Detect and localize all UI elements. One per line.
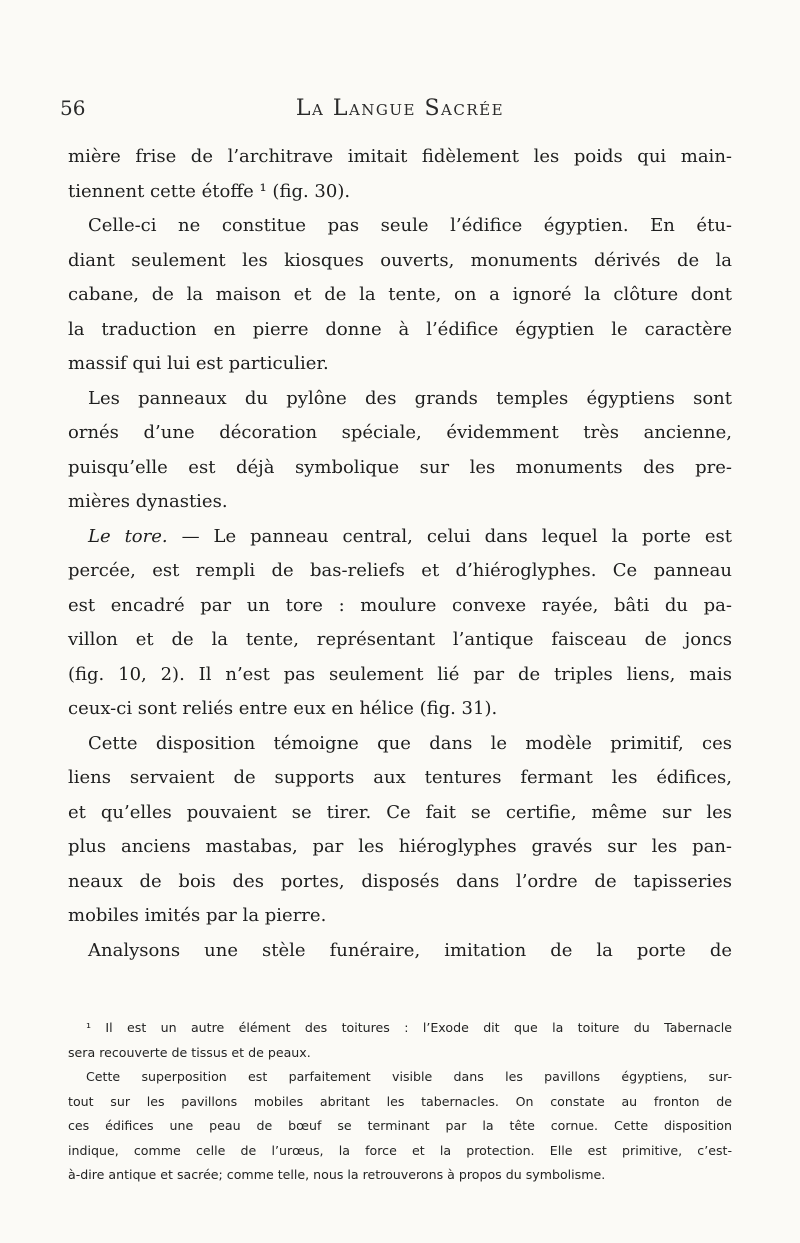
footnote-line: à-dire antique et sacrée; comme telle, nous la retrouverons à propos du symbolisme. [68, 1167, 606, 1182]
body-line: neaux de bois des portes, disposés dans l’ordre de tapisseries [68, 870, 732, 892]
footnotes [68, 1016, 732, 1188]
footnote-line: ¹ Il est un autre élément des toitures : l’Exode dit que la toiture du Tabernacle [86, 1020, 732, 1035]
body-line: mières dynasties. [68, 491, 228, 512]
body-line: mière frise de l’architrave imitait fidèlement les poids qui main- [68, 146, 732, 167]
body-line: est encadré par un tore : moulure convexe rayée, bâti du pa- [68, 594, 732, 616]
footnote-line: indique, comme celle de l’urœus, la force et la protection. Elle est primitive, c’est- [68, 1142, 732, 1158]
body-line: (fig. 10, 2). Il n’est pas seulement lié par de triples liens, mais [68, 663, 732, 685]
body-text [68, 140, 732, 968]
body-line: ceux-ci sont reliés entre eux en hélice (fig. 31). [68, 698, 498, 719]
footnote-line: tout sur les pavillons mobiles abritant les tabernacles. On constate au fronton de [68, 1093, 732, 1109]
body-line: la traduction en pierre donne à l’édifice égyptien le caractère [68, 318, 732, 340]
footnote-line: Cette superposition est parfaitement visible dans les pavillons égyptiens, sur- [86, 1069, 732, 1084]
footnote-line: ces édifices une peau de bœuf se terminant par la tête cornue. Cette disposition [68, 1118, 732, 1133]
running-title: La Langue Sacrée [295, 96, 505, 121]
section-heading-italic: Le tore. [88, 525, 168, 547]
body-line: massif qui lui est particulier. [68, 353, 329, 374]
body-line: liens servaient de supports aux tentures fermant les édifices, [68, 767, 732, 788]
body-line: plus anciens mastabas, par les hiéroglyphes gravés sur les pan- [68, 836, 732, 857]
body-line: Cette disposition témoigne que dans le modèle primitif, ces [88, 732, 732, 754]
body-line: ornés d’une décoration spéciale, évidemment très ancienne, [68, 422, 732, 443]
running-header [60, 96, 740, 132]
body-line: Analysons une stèle funéraire, imitation de la porte de [88, 939, 732, 961]
body-line: tiennent cette étoffe ¹ (fig. 30). [68, 180, 351, 202]
body-line: Les panneaux du pylône des grands temples égyptiens sont [88, 387, 732, 409]
page-number: 56 [60, 96, 86, 120]
body-line: mobiles imités par la pierre. [68, 905, 327, 926]
body-line: Le tore. — Le panneau central, celui dans lequel la porte est [88, 525, 732, 547]
body-line: percée, est rempli de bas-reliefs et d’hiéroglyphes. Ce panneau [68, 560, 732, 581]
footnote-line: sera recouverte de tissus et de peaux. [68, 1044, 311, 1060]
body-line: villon et de la tente, représentant l’antique faisceau de joncs [68, 629, 732, 650]
body-line: diant seulement les kiosques ouverts, monuments dérivés de la [68, 249, 732, 271]
body-line: cabane, de la maison et de la tente, on a ignoré la clôture dont [68, 284, 732, 305]
body-line: et qu’elles pouvaient se tirer. Ce fait se certifie, même sur les [68, 801, 732, 823]
body-line: puisqu’elle est déjà symbolique sur les monuments des pre- [68, 456, 732, 478]
body-line: Celle-ci ne constitue pas seule l’édifice égyptien. En étu- [88, 215, 732, 236]
